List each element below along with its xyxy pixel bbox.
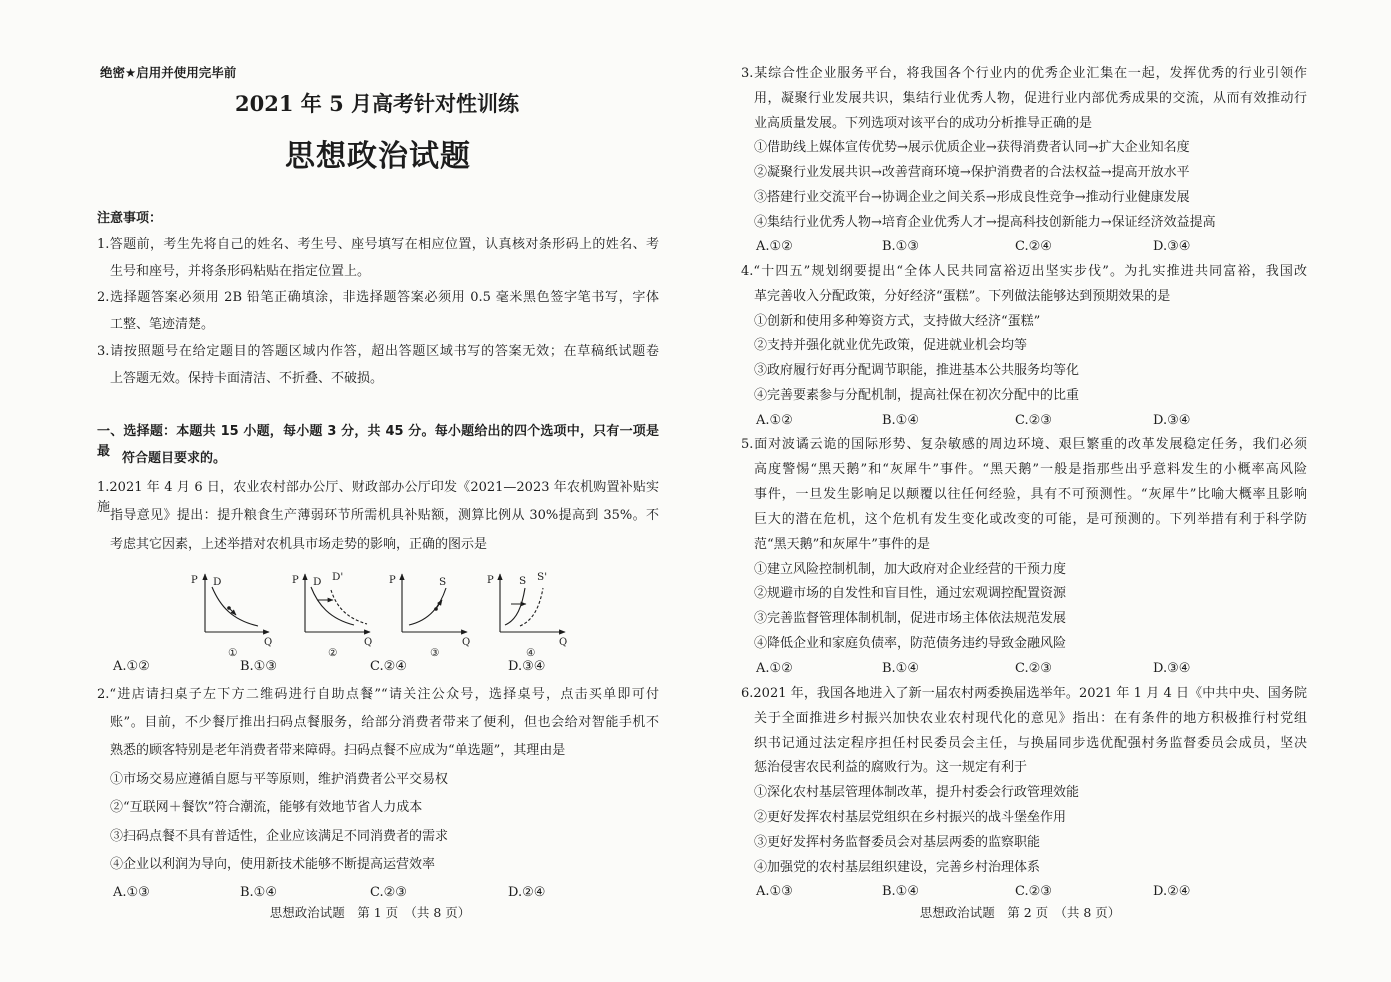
question-4-stem-line-2: 革完善收入分配政策，分好经济“蛋糕”。下列做法能够达到预期效果的是 <box>754 289 1171 304</box>
graph-1-curve-label: D <box>213 576 222 588</box>
question-1-choice-c: C.②④ <box>370 659 407 674</box>
question-2-stem-line-3: 熟悉的顾客特别是老年消费者带来障碍。扫码点餐不应成为“单选题”，其理由是 <box>110 743 566 758</box>
question-6-stem-line-4: 惩治侵害农民利益的腐败行为。这一规定有利于 <box>754 760 1028 775</box>
question-5-choice-c: C.②③ <box>1015 661 1052 676</box>
question-4-stem-line-1: 4.“十四五”规划纲要提出“全体人民共同富裕迈出坚实步伐”。为扎实推进共同富裕，我国改 <box>741 264 1307 279</box>
graph-2-curve-label-2: D' <box>332 571 344 583</box>
question-2-choice-a: A.①③ <box>113 885 150 900</box>
graph-3-x-label: Q <box>462 637 471 648</box>
graph-1 <box>191 574 272 659</box>
question-3-choice-d: D.③④ <box>1153 239 1191 254</box>
question-3-choice-b: B.①③ <box>882 239 919 254</box>
question-3-stem-line-1: 3.某综合性企业服务平台，将我国各个行业内的优秀企业汇集在一起，发挥优秀的行业引领作 <box>741 66 1307 81</box>
graph-4-number: ④ <box>526 647 536 659</box>
graph-4-curve-label-1: S <box>519 575 527 587</box>
question-1-stem-line-2: 指导意见》提出：提升粮食生产薄弱环节所需机具补贴额，测算比例从 30%提高到 35%。不 <box>110 508 659 523</box>
question-5-stem-line-5: 范“黑天鹅”和灰犀牛”事件的是 <box>754 537 930 552</box>
graph-3-supply-curve <box>409 588 446 625</box>
graph-4-curve-label-2: S' <box>537 571 548 583</box>
question-3-choice-a: A.①② <box>756 239 793 254</box>
question-2-option-3: ③扫码点餐不具有普适性，企业应该满足不同消费者的需求 <box>110 829 449 844</box>
graph-1-movement-arrow <box>229 608 236 615</box>
exam-page-2 <box>695 0 1391 982</box>
question-6-option-4: ④加强党的农村基层组织建设，完善乡村治理体系 <box>754 860 1041 875</box>
question-3-stem-line-2: 用，凝聚行业发展共识，集结行业优秀人物，促进行业内部优秀成果的交流，从而有效推动行 <box>754 91 1307 106</box>
question-4-choice-d: D.③④ <box>1153 413 1191 428</box>
question-2-stem-line-2: 账”。目前，不少餐厅推出扫码点餐服务，给部分消费者带来了便利，但也会给对智能手机不 <box>110 715 659 730</box>
graph-2 <box>292 571 372 659</box>
question-3-stem-line-3: 业高质量发展。下列选项对该平台的成功分析推导正确的是 <box>754 116 1093 131</box>
question-1-graphs <box>180 562 580 662</box>
question-5-option-2: ②规避市场的自发性和盲目性，通过宏观调控配置资源 <box>754 586 1067 601</box>
note-2-line-2: 工整、笔迹清楚。 <box>110 317 215 332</box>
question-5-stem-line-2: 高度警惕“黑天鹅”和“灰犀牛”事件。“黑天鹅”一般是指那些出乎意料发生的小概率高风险 <box>754 462 1307 477</box>
graph-1-demand-curve <box>212 587 258 626</box>
question-5-choice-a: A.①② <box>756 661 793 676</box>
graph-4-supply-curve <box>505 588 525 625</box>
note-1-line-2: 生号和座号，并将条形码粘贴在指定位置上。 <box>110 264 371 279</box>
graph-2-number: ② <box>328 647 338 659</box>
question-3-choice-c: C.②④ <box>1015 239 1052 254</box>
question-2-stem-line-1: 2.“进店请扫桌子左下方二维码进行自助点餐”“请关注公众号，选择桌号，点击买单即可付 <box>97 687 659 702</box>
question-5-option-4: ④降低企业和家庭负债率，防范债务违约导致金融风险 <box>754 636 1067 651</box>
confidential-label: 绝密★启用并使用完毕前 <box>100 65 237 80</box>
question-5-choice-b: B.①④ <box>882 661 919 676</box>
question-6-option-2: ②更好发挥农村基层党组织在乡村振兴的战斗堡垒作用 <box>754 810 1067 825</box>
question-6-choice-c: C.②③ <box>1015 884 1052 899</box>
graph-2-curve-label-1: D <box>313 576 322 588</box>
graph-3 <box>389 574 470 659</box>
question-4-option-1: ①创新和使用多种筹资方式，支持做大经济“蛋糕” <box>754 314 1041 329</box>
graph-3-y-label: P <box>389 575 396 586</box>
question-1-stem-line-1: 1.2021 年 4 月 6 日，农业农村部办公厅、财政部办公厅印发《2021—2023 年农机购置补贴实施 <box>97 480 659 515</box>
question-2-choice-d: D.②④ <box>508 885 546 900</box>
question-4-choice-c: C.②③ <box>1015 413 1052 428</box>
graph-2-y-label: P <box>292 575 299 586</box>
graph-3-movement-arrow <box>436 600 442 609</box>
question-2-choice-c: C.②③ <box>370 885 407 900</box>
question-5-stem-line-1: 5.面对波谲云诡的国际形势、复杂敏感的周边环境、艰巨繁重的改革发展稳定任务，我们必须 <box>741 437 1307 452</box>
section-heading-line-2: 符合题目要求的。 <box>122 451 227 466</box>
question-4-option-4: ④完善要素参与分配机制，提高社保在初次分配中的比重 <box>754 388 1080 403</box>
question-6-choice-a: A.①③ <box>756 884 793 899</box>
question-1-choice-a: A.①② <box>113 659 150 674</box>
note-1-line-1: 1.答题前，考生先将自己的姓名、考生号、座号填写在相应位置，认真核对条形码上的姓名、考 <box>97 237 659 252</box>
question-1-choice-b: B.①③ <box>240 659 277 674</box>
question-1-choice-d: D.③④ <box>508 659 546 674</box>
graph-1-number: ① <box>228 647 238 659</box>
question-5-choice-d: D.③④ <box>1153 661 1191 676</box>
note-3-line-2: 上答题无效。保持卡面清洁、不折叠、不破损。 <box>110 371 384 386</box>
question-4-choice-a: A.①② <box>756 413 793 428</box>
question-5-option-3: ③完善监督管理体制机制，促进市场主体依法规范发展 <box>754 611 1067 626</box>
note-3-line-1: 3.请按照题号在给定题目的答题区域内作答，超出答题区域书写的答案无效；在草稿纸试题卷 <box>97 344 659 359</box>
question-3-option-3: ③搭建行业交流平台→协调企业之间关系→形成良性竞争→推动行业健康发展 <box>754 190 1190 205</box>
question-2-option-2: ②“互联网＋餐饮”符合潮流，能够有效地节省人力成本 <box>110 800 423 815</box>
question-5-option-1: ①建立风险控制机制，加大政府对企业经营的干预力度 <box>754 562 1067 577</box>
graph-1-x-label: Q <box>264 637 273 648</box>
note-2-line-1: 2.选择题答案必须用 2B 铅笔正确填涂，非选择题答案必须用 0.5 毫米黑色签字笔书写，字体 <box>97 290 659 305</box>
graph-2-x-label: Q <box>364 637 373 648</box>
question-3-option-1: ①借助线上媒体宣传优势→展示优质企业→获得消费者认同→扩大企业知名度 <box>754 140 1190 155</box>
question-6-option-3: ③更好发挥村务监督委员会对基层两委的监察职能 <box>754 835 1041 850</box>
section-heading-line-1: 一、选择题：本题共 15 小题，每小题 3 分，共 45 分。每小题给出的四个选项中，只有一项是最 <box>97 424 659 459</box>
subject-title: 思想政治试题 <box>285 139 471 174</box>
question-3-option-2: ②凝聚行业发展共识→改善营商环境→保护消费者的合法权益→提高开放水平 <box>754 165 1190 180</box>
graph-1-y-label: P <box>191 575 198 586</box>
graph-2-demand-curve <box>311 587 354 625</box>
graph-3-number: ③ <box>430 647 440 659</box>
question-4-option-3: ③政府履行好再分配调节职能，推进基本公共服务均等化 <box>754 363 1080 378</box>
notes-heading: 注意事项： <box>97 211 163 226</box>
question-5-stem-line-3: 事件，一旦发生影响足以颠覆以往任何经验，具有不可预测性。“灰犀牛”比喻大概率且影响 <box>754 487 1307 502</box>
exam-page-1 <box>0 0 695 982</box>
graph-3-curve-label: S <box>439 576 447 588</box>
graph-2-shifted-demand-curve <box>331 590 367 624</box>
question-6-stem-line-2: 关于全面推进乡村振兴加快农业农村现代化的意见》指出：在有条件的地方积极推行村党组 <box>754 711 1307 726</box>
question-6-stem-line-1: 6.2021 年，我国各地进入了新一届农村两委换届选举年。2021 年 1 月 4 日《中共中央、国务院 <box>741 686 1307 701</box>
question-1-stem-line-3: 考虑其它因素，上述举措对农机具市场走势的影响，正确的图示是 <box>110 537 488 552</box>
question-2-choice-b: B.①④ <box>240 885 277 900</box>
exam-title: 2021 年 5 月高考针对性训练 <box>235 91 519 116</box>
question-6-stem-line-3: 织书记通过法定程序担任村民委员会主任，与换届同步选优配强村务监督委员会成员，坚决 <box>754 736 1307 751</box>
graph-4-x-label: Q <box>559 637 568 648</box>
question-3-option-4: ④集结行业优秀人物→培育企业优秀人才→提高科技创新能力→保证经济效益提高 <box>754 215 1216 230</box>
question-5-stem-line-4: 巨大的潜在危机，这个危机有发生变化或改变的可能，是可预测的。下列举措有利于科学防 <box>754 512 1307 527</box>
question-6-choice-d: D.②④ <box>1153 884 1191 899</box>
page-1-footer: 思想政治试题 第 1 页 （共 8 页） <box>269 905 471 920</box>
question-2-option-1: ①市场交易应遵循自愿与平等原则，维护消费者公平交易权 <box>110 772 449 787</box>
question-4-choice-b: B.①④ <box>882 413 919 428</box>
question-6-choice-b: B.①④ <box>882 884 919 899</box>
question-4-option-2: ②支持并强化就业优先政策，促进就业机会均等 <box>754 338 1028 353</box>
page-2-footer: 思想政治试题 第 2 页 （共 8 页） <box>919 905 1121 920</box>
question-6-option-1: ①深化农村基层管理体制改革，提升村委会行政管理效能 <box>754 785 1080 800</box>
graph-4 <box>487 571 567 659</box>
question-2-option-4: ④企业以利润为导向，使用新技术能够不断提高运营效率 <box>110 857 436 872</box>
graph-4-y-label: P <box>487 575 494 586</box>
